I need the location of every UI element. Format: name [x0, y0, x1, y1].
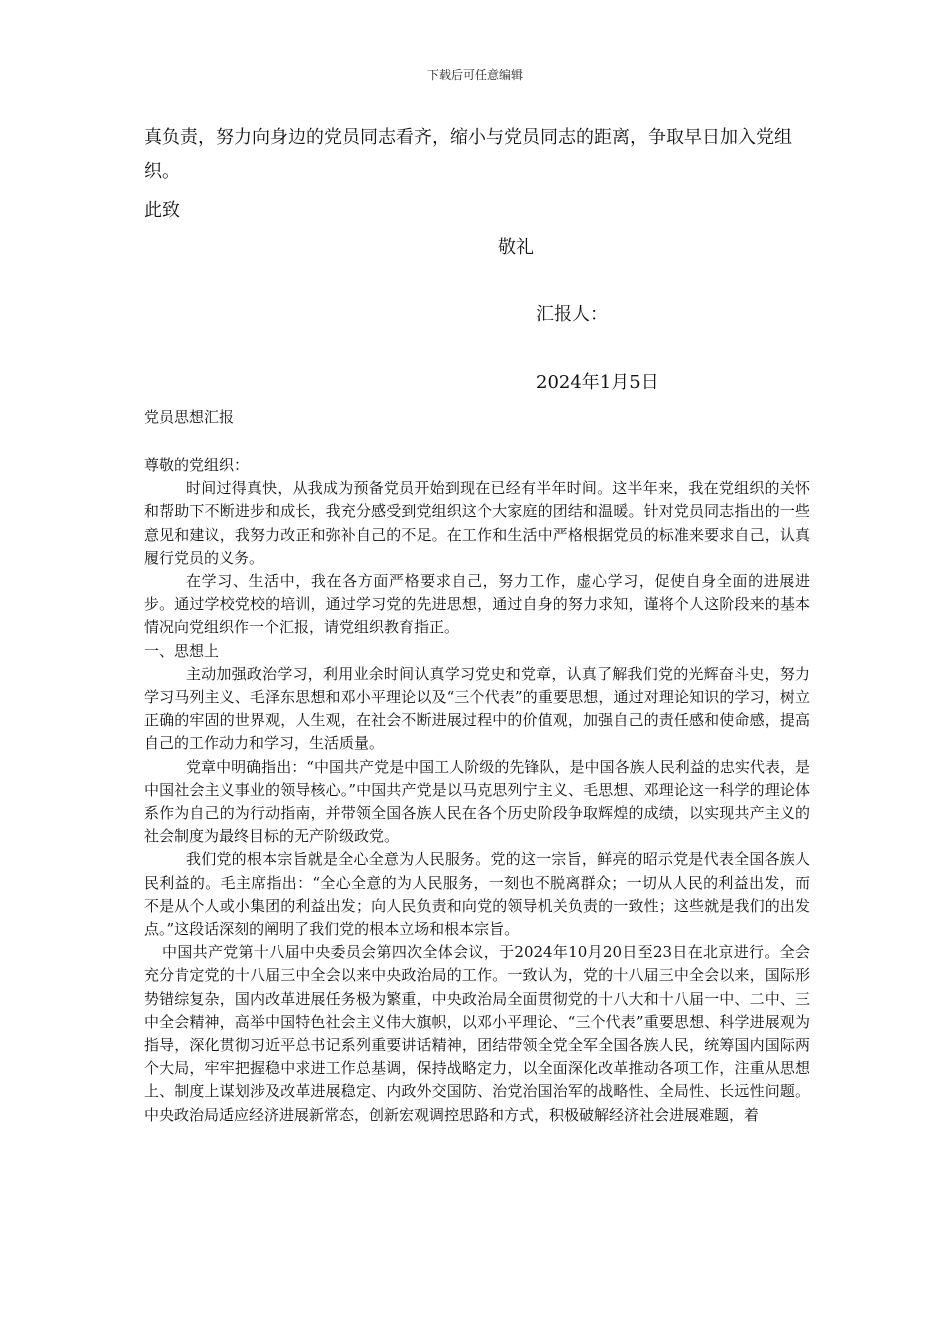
body-paragraph: 中国共产党第十八届中央委员会第四次全体会议，于2024年10月20日至23日在北京进行。全会充分肯定党的十八届三中全会以来中央政治局的工作。一致认为，党的十八届三中全会以来，国际形势错综复杂，国内改革进展任务极为繁重，中央政治局全面贯彻党的十八大和十八届一中、二中、三中全会精神，高举中国特色社会主义伟大旗帜，以邓小平理论、“三个代表”重要思想、科学进展观为指导，深化贯彻习近平总书记系列重要讲话精神，团结带领全党全军全国各族人民，统筹国内国际两个大局，牢牢把握稳中求进工作总基调，保持战略定力，以全面深化改革推动各项工作，注重从思想上、制度上谋划涉及改革进展稳定、内政外交国防、治党治国治军的战略性、全局性、长远性问题。中央政治局适应经济进展新常态，创新宏观调控思路和方式，积极破解经济社会进展难题，着 — [144, 943, 810, 1124]
closing-salutation: 此致 — [144, 200, 180, 221]
body-paragraph: 在学习、生活中，我在各方面严格要求自己，努力工作，虚心学习，促使自身全面的进展进步。通过学校党校的培训，通过学习党的先进思想，通过自身的努力求知，谨将个人这阶段来的基本情况向党组织作一个汇报，请党组织教育指正。 — [144, 572, 810, 637]
letter-continuation-text: 真负责，努力向身边的党员同志看齐，缩小与党员同志的距离，争取早日加入党组织。 — [144, 127, 792, 182]
body-paragraph: 时间过得真快，从我成为预备党员开始到现在已经有半年时间。这半年来，我在党组织的关怀和帮助下不断进步和成长，我充分感受到党组织这个大家庭的团结和温暖。针对党员同志指出的一些意见和建议，我努力改正和弥补自己的不足。在工作和生活中严格根据党员的标准来要求自己，认真履行党员的义务。 — [144, 479, 810, 567]
report-date: 2024年1月5日 — [536, 372, 659, 393]
body-paragraph: 主动加强政治学习，利用业余时间认真学习党史和党章，认真了解我们党的光辉奋斗史，努力学习马列主义、毛泽东思想和邓小平理论以及“三个代表”的重要思想，通过对理论知识的学习，树立正确的牢固的世界观，人生观，在社会不断进展过程中的价值观，加强自己的责任感和使命感，提高自己的工作动力和学习，生活质量。 — [144, 664, 810, 753]
report-title: 党员思想汇报 — [144, 408, 235, 426]
report-body — [144, 454, 810, 1127]
body-paragraph: 我们党的根本宗旨就是全心全意为人民服务。党的这一宗旨，鲜亮的昭示党是代表全国各族人民利益的。毛主席指出：“全心全意的为人民服务，一刻也不脱离群众；一切从人民的利益出发，而不是从个人或小集团的利益出发；向人民负责和向党的领导机关负责的一致性；这些就是我们的出发点。”这段话深刻的阐明了我们党的根本立场和根本宗旨。 — [144, 850, 810, 939]
reporter-label: 汇报人： — [536, 304, 608, 325]
page-header: 下载后可任意编辑 — [426, 68, 523, 82]
closing-regards: 敬礼 — [498, 237, 534, 258]
body-paragraph: 党章中明确指出：“中国共产党是中国工人阶级的先锋队，是中国各族人民利益的忠实代表，是中国社会主义事业的领导核心。”中国共产党是以马克思列宁主义、毛思想、邓理论这一科学的理论体系作为自己的为行动指南，并带领全国各族人民在各个历史阶段争取辉煌的成绩，以实现共产主义的社会制度为最终目标的无产阶级政党。 — [144, 757, 810, 846]
report-salutation: 尊敬的党组织： — [144, 456, 250, 474]
section-heading: 一、思想上 — [144, 641, 220, 660]
